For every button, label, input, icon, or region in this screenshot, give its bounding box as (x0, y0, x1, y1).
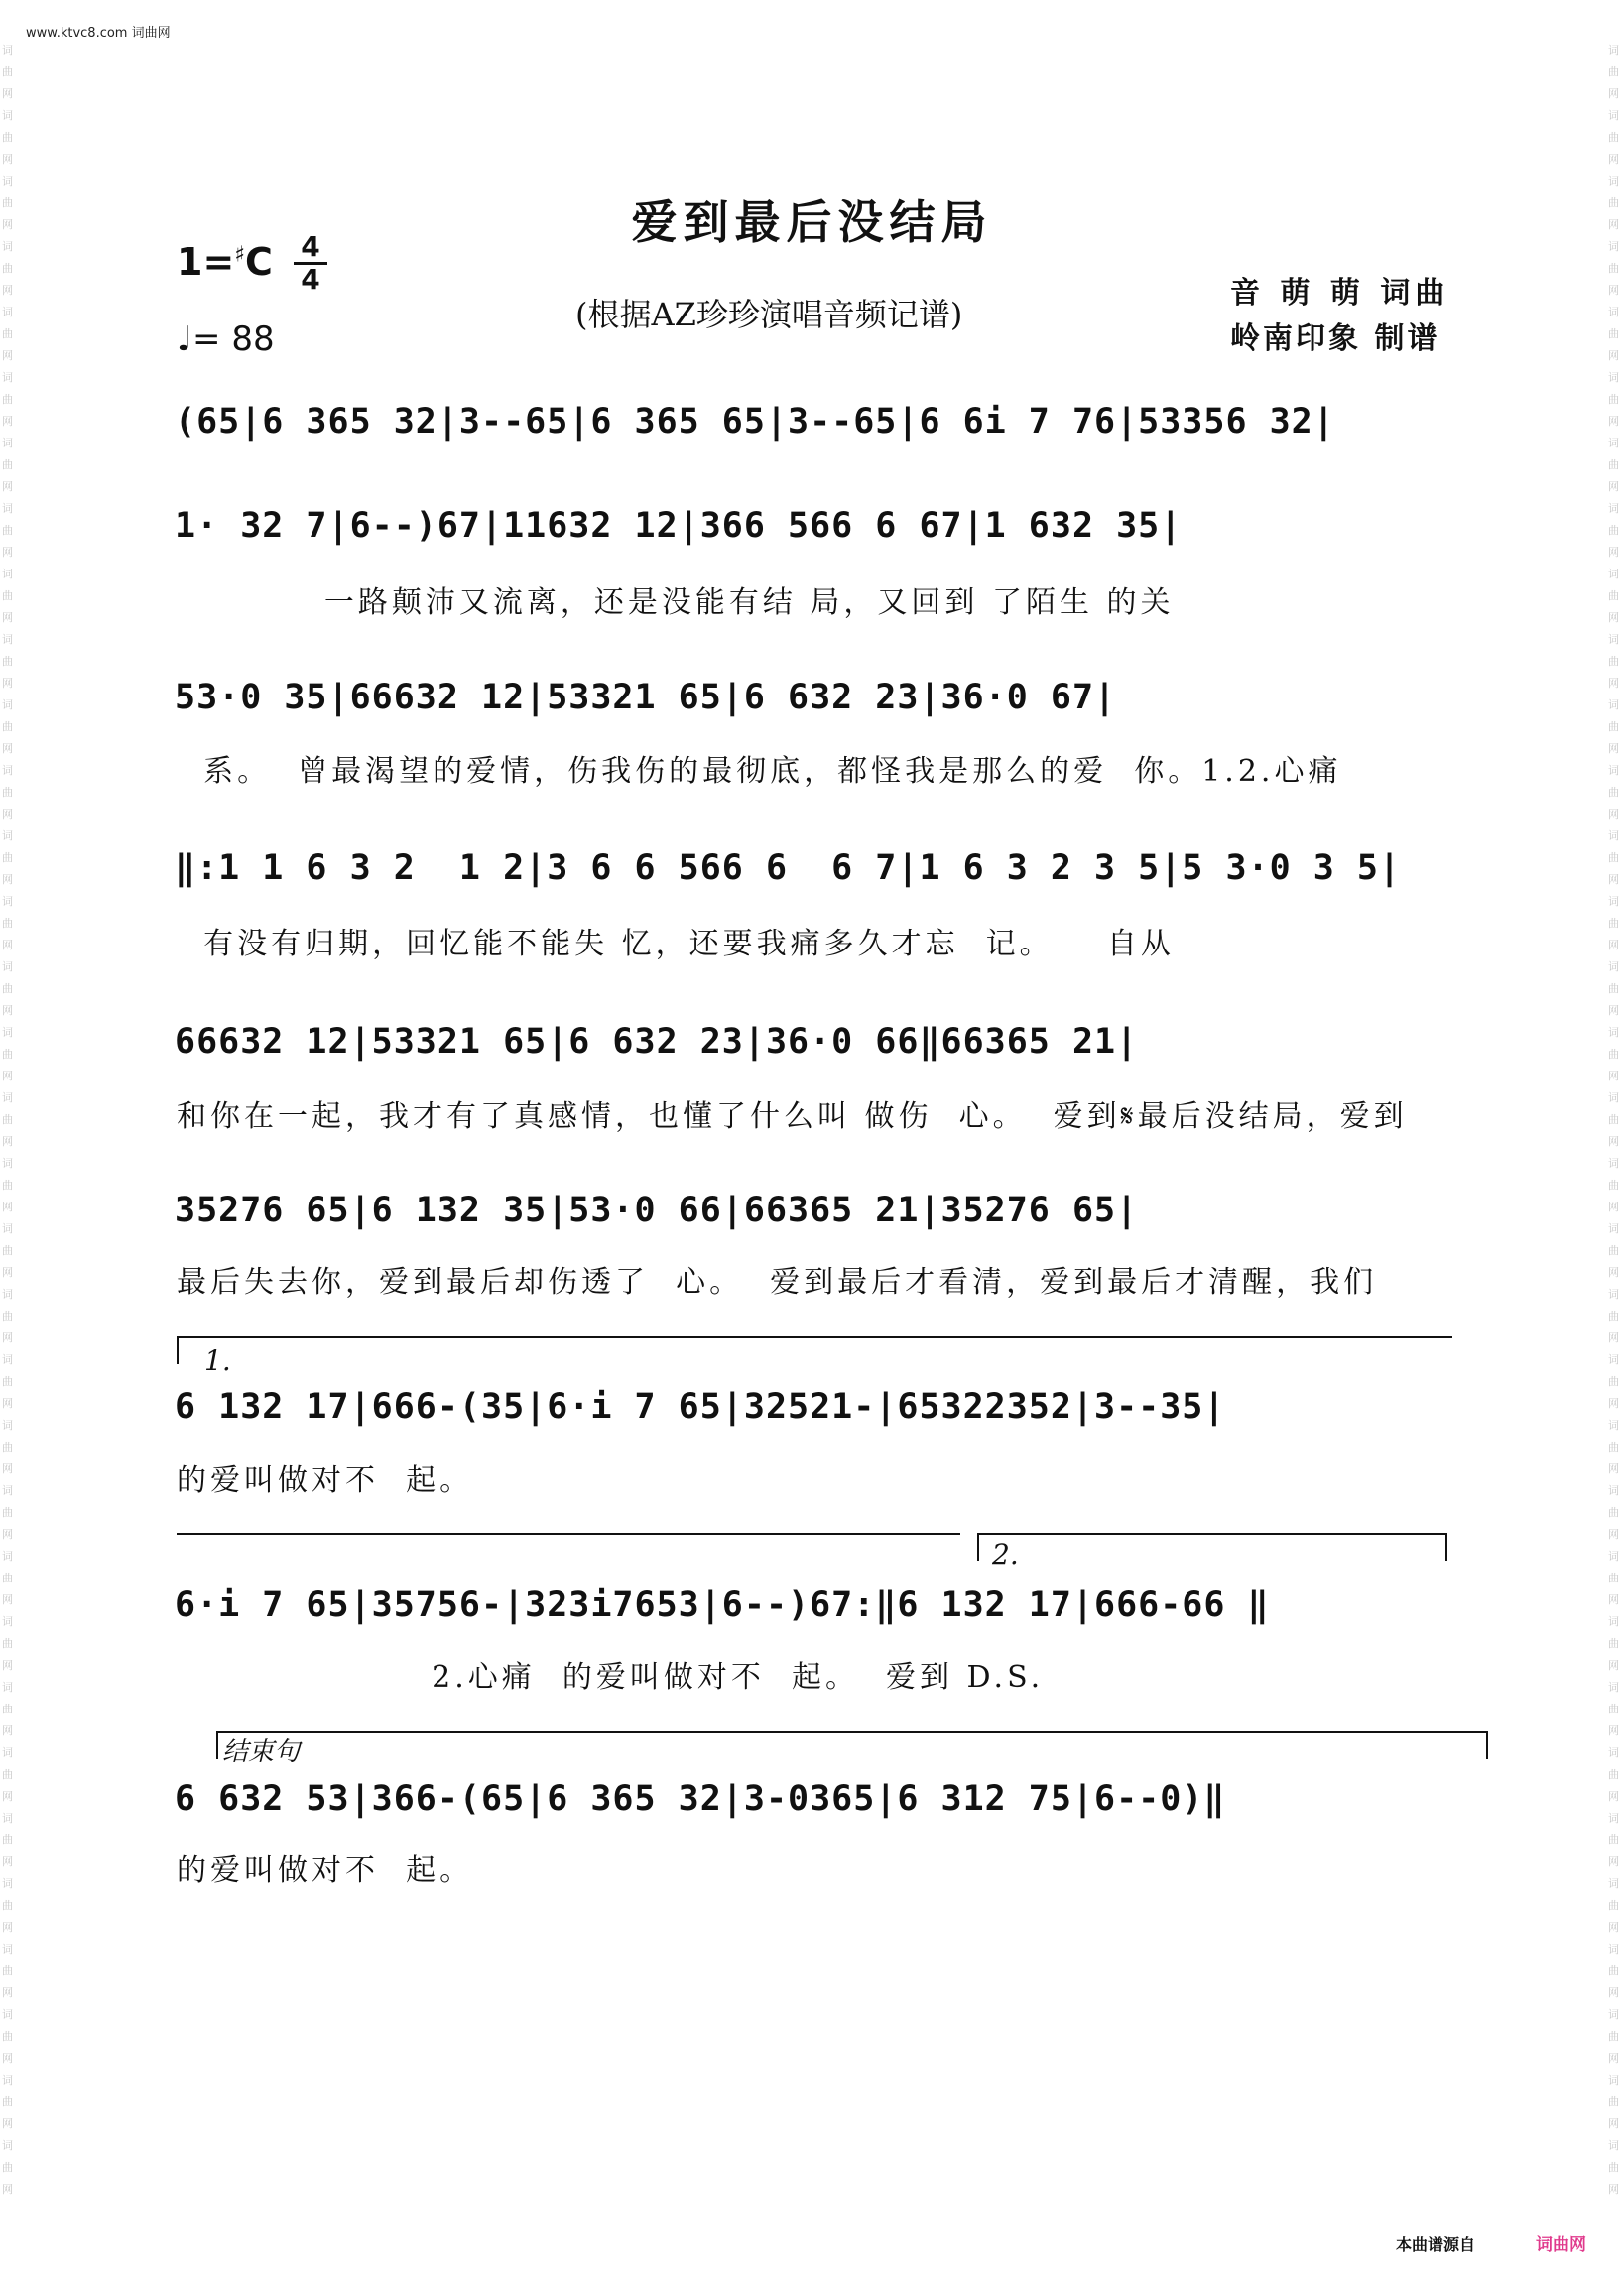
side-watermark-right: 词曲网词曲网词曲网词曲网词曲网词曲网词曲网词曲网词曲网词曲网词曲网词曲网词曲网词曲网词曲网词曲网词曲网词曲网词曲网词曲网词曲网词曲网词曲网词曲网词曲网词曲网词曲网词曲网词曲网词曲网词曲网词曲网词曲网 (1608, 44, 1619, 2196)
key-prefix: 1= (177, 240, 235, 284)
tempo-marking: ♩= 88 (177, 319, 275, 359)
ending-bracket (216, 1731, 1488, 1759)
key-note: C (244, 240, 273, 284)
side-watermark-left: 词曲网词曲网词曲网词曲网词曲网词曲网词曲网词曲网词曲网词曲网词曲网词曲网词曲网词曲网词曲网词曲网词曲网词曲网词曲网词曲网词曲网词曲网词曲网词曲网词曲网词曲网词曲网词曲网词曲网词曲网词曲网词曲网词曲网 (2, 44, 13, 2196)
composer-credit: 音 萌 萌 词曲 (1230, 276, 1450, 311)
notation-line-7: 6 132 17|666-(35|6·i 7 65|32521-|65322352|3--35| (175, 1387, 1226, 1427)
time-signature (294, 230, 327, 296)
time-top: 4 (301, 230, 320, 263)
volta-1-continuation (177, 1533, 960, 1561)
lyric-line-8: 2.心痛 的爱叫做对不 起。 爱到 D.S. (177, 1660, 1045, 1695)
notation-line-3: 53·0 35|66632 12|53321 65|6 632 23|36·0 67| (175, 678, 1117, 717)
volta-2-label: 2. (992, 1538, 1019, 1571)
footer-source: 本曲谱源自 (1395, 2235, 1475, 2254)
notation-line-4: ‖:1 1 6 3 2 1 2|3 6 6 566 6 6 7|1 6 3 2 3 5|5 3·0 3 5| (175, 848, 1402, 888)
volta-1-bracket (177, 1336, 1452, 1364)
lyric-line-3: 系。 曾最渴望的爱情，伤我伤的最彻底，都怪我是那么的爱 你。1.2.心痛 (177, 754, 1342, 789)
notation-line-6: 35276 65|6 132 35|53·0 66|66365 21|35276 65| (175, 1191, 1139, 1230)
lyric-line-2: 一路颠沛又流离，还是没能有结 局，又回到 了陌生 的关 (177, 585, 1175, 620)
site-url[interactable]: www.ktvc8.com 词曲网 (26, 26, 171, 41)
notation-line-1: (65|6 365 32|3--65|6 365 65|3--65|6 6i 7 76|53356 32| (175, 402, 1335, 442)
subtitle: (根据AZ珍珍演唱音频记谱) (575, 296, 963, 333)
lyric-line-9: 的爱叫做对不 起。 (177, 1853, 474, 1888)
footer-logo[interactable]: 词曲网 (1536, 2235, 1586, 2255)
song-title: 爱到最后没结局 (631, 195, 993, 249)
volta-2-bracket (977, 1533, 1447, 1561)
lyric-line-6: 最后失去你，爱到最后却伤透了 心。 爱到最后才看清，爱到最后才清醒，我们 (177, 1265, 1378, 1300)
lyric-line-5: 和你在一起，我才有了真感情，也懂了什么叫 做伤 心。 爱到𝄋最后没结局，爱到 (177, 1099, 1408, 1134)
time-bottom: 4 (301, 263, 320, 296)
notation-line-5: 66632 12|53321 65|6 632 23|36·0 66‖66365 21| (175, 1022, 1139, 1062)
lyric-line-7: 的爱叫做对不 起。 (177, 1463, 474, 1498)
volta-1-label: 1. (204, 1344, 231, 1377)
sharp-icon: ♯ (234, 242, 245, 268)
notation-line-8: 6·i 7 65|35756-|323i7653|6--)67:‖6 132 17|666-66 ‖ (175, 1585, 1270, 1625)
lyric-line-4: 有没有归期，回忆能不能失 忆，还要我痛多久才忘 记。 自从 (177, 927, 1175, 961)
arranger-credit: 岭南印象 制谱 (1230, 321, 1440, 356)
key-signature (177, 240, 273, 284)
ending-label: 结束句 (222, 1737, 301, 1767)
notation-line-2: 1· 32 7|6--)67|11632 12|366 566 6 67|1 632 35| (175, 506, 1183, 546)
notation-line-9: 6 632 53|366-(65|6 365 32|3-0365|6 312 75|6--0)‖ (175, 1779, 1226, 1819)
